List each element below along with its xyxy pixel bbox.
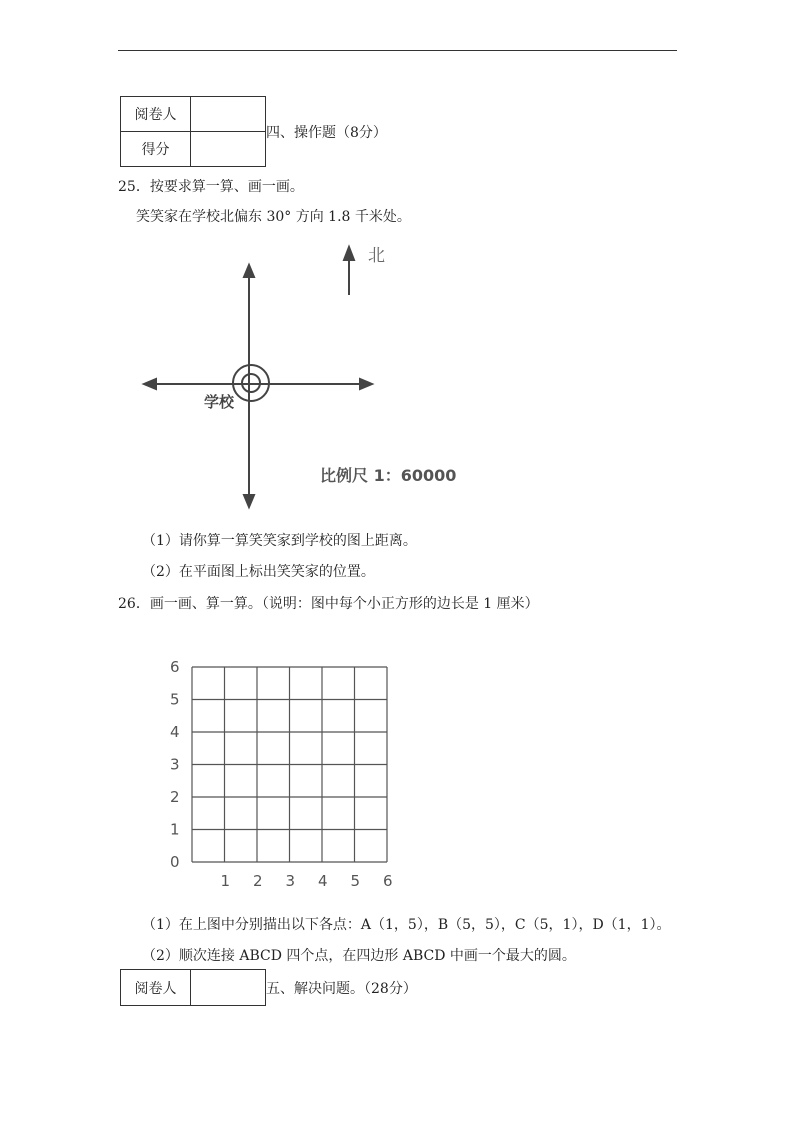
grid-x-tick-label: 2 bbox=[253, 872, 263, 890]
score-box-section-5 bbox=[120, 969, 266, 1006]
score-blank[interactable] bbox=[191, 132, 266, 167]
grid-y-tick-label: 0 bbox=[170, 853, 180, 871]
grader-blank-2[interactable] bbox=[191, 970, 266, 1006]
grid-x-tick-label: 5 bbox=[350, 872, 361, 890]
q26-sub1: （1）在上图中分别描出以下各点：A（1，5），B（5，5），C（5，1），D（1，1）。 bbox=[142, 917, 671, 933]
grid-y-tick-label: 2 bbox=[170, 788, 180, 806]
q26-sub2: （2）顺次连接 ABCD 四个点，在四边形 ABCD 中画一个最大的圆。 bbox=[142, 948, 576, 964]
grid-y-tick-label: 1 bbox=[170, 820, 180, 839]
arrow-left-icon bbox=[144, 379, 156, 389]
q25-stem: 25．按要求算一算、画一画。 bbox=[118, 179, 304, 195]
grid-x-tick-label: 4 bbox=[318, 872, 328, 890]
q25-map bbox=[130, 235, 470, 515]
score-box-section-4 bbox=[120, 96, 266, 167]
north-label: 北 bbox=[368, 246, 385, 266]
grid-y-tick-label: 3 bbox=[170, 755, 180, 774]
grid-x-tick-label: 6 bbox=[383, 872, 393, 890]
score-label: 得分 bbox=[121, 132, 191, 167]
grid-x-tick-label: 3 bbox=[285, 872, 296, 890]
grid-y-tick-label: 6 bbox=[170, 658, 180, 676]
grid-y-tick-label: 5 bbox=[170, 690, 180, 709]
grader-label: 阅卷人 bbox=[121, 97, 191, 132]
section-4-title: 四、操作题（8分） bbox=[266, 125, 387, 141]
arrow-down-icon bbox=[244, 495, 254, 507]
q26-stem: 26．画一画、算一算。（说明：图中每个小正方形的边长是 1 厘米） bbox=[118, 596, 539, 612]
grid-x-tick-label: 1 bbox=[220, 872, 231, 890]
grader-label-2: 阅卷人 bbox=[121, 970, 191, 1006]
q25-sub2: （2）在平面图上标出笑笑家的位置。 bbox=[142, 564, 375, 580]
arrow-up-icon bbox=[244, 265, 254, 277]
scale-label: 比例尺 1：60000 bbox=[320, 466, 457, 485]
q26-grid bbox=[140, 630, 393, 895]
arrow-right-icon bbox=[360, 379, 372, 389]
school-label: 学校 bbox=[204, 393, 235, 411]
north-arrow-icon bbox=[344, 247, 354, 260]
section-5-title: 五、解决问题。（28分） bbox=[266, 981, 417, 997]
header-rule bbox=[118, 50, 677, 51]
grid-y-tick-label: 4 bbox=[170, 723, 180, 741]
grader-blank[interactable] bbox=[191, 97, 266, 132]
q25-sub1: （1）请你算一算笑笑家到学校的图上距离。 bbox=[142, 533, 417, 549]
q25-intro: 笑笑家在学校北偏东 30° 方向 1.8 千米处。 bbox=[136, 209, 411, 225]
